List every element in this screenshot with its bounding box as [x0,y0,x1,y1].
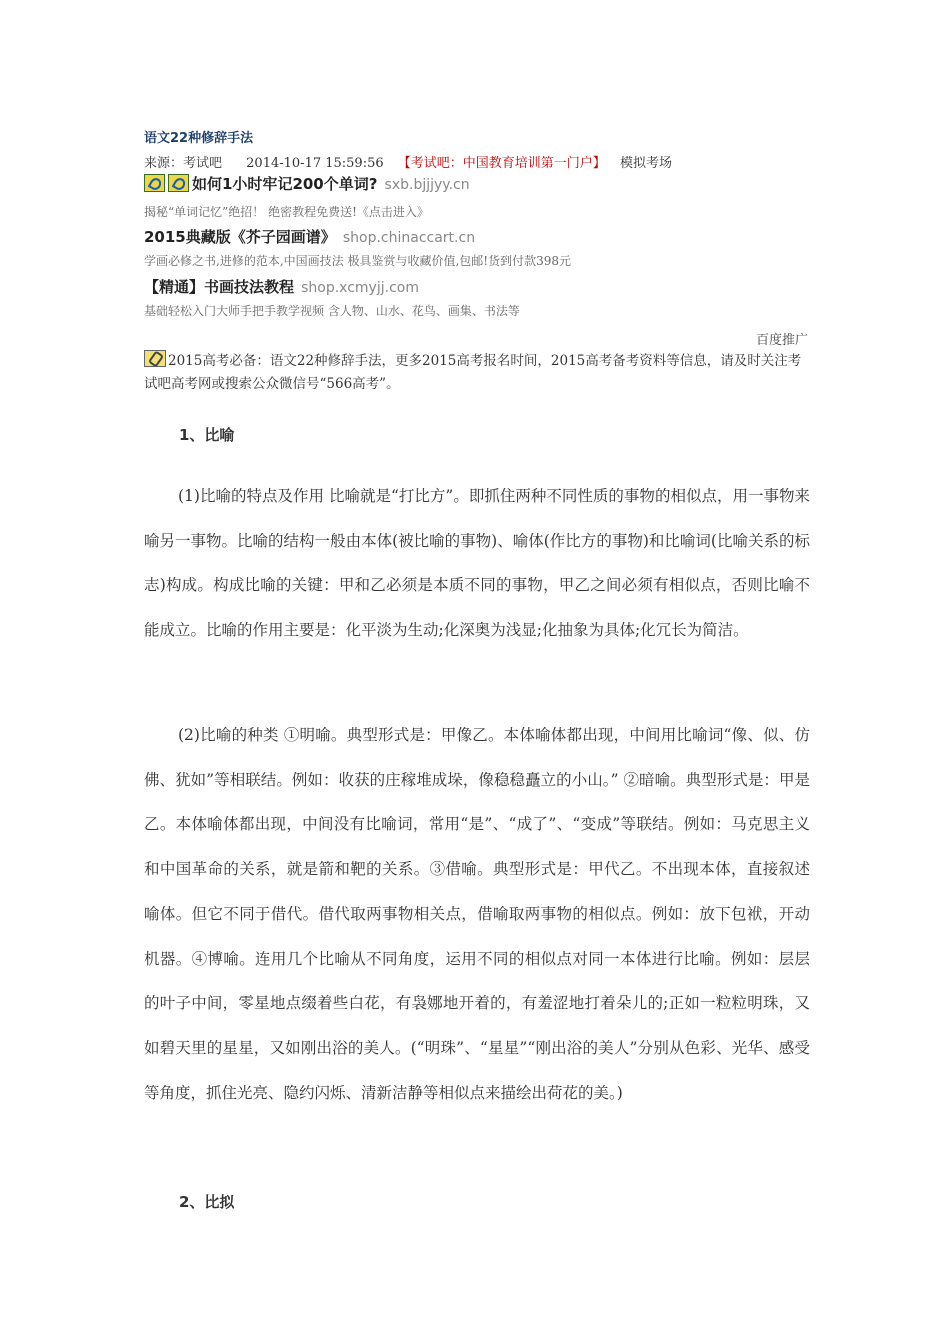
ad-url[interactable]: shop.chinaccart.cn [342,230,476,246]
baidu-promo-label[interactable]: 百度推广 [755,333,808,348]
paragraph: (1)比喻的特点及作用 比喻就是“打比方”。即抓住两种不同性质的事物的相似点，用一事物来喻另一事物。比喻的结构一般由本体(被比喻的事物)、喻体(作比方的事物)和比喻词(比喻关系的标志)构成。构成比喻的关键：甲和乙必须是本质不同的事物，甲乙之间必须有相似点，否则比喻不能成立。比喻的作用主要是：化平淡为生动;化深奥为浅显;化抽象为具体;化冗长为简洁。 [144,487,810,640]
article-title: 语文22种修辞手法 [144,131,254,146]
ad-item-2[interactable] [144,226,475,247]
speaker-icon [168,174,189,192]
ad-url[interactable]: sxb.bjjjyy.cn [384,177,470,193]
section-heading: 1、比喻 [179,426,235,444]
ad-url[interactable]: shop.xcmyjj.com [301,280,419,296]
ad-title[interactable]: 2015典藏版《芥子园画谱》 [144,228,336,246]
pencil-icon [144,350,166,367]
section-heading: 2、比拟 [179,1193,235,1211]
ad-title[interactable]: 如何1小时牢记200个单词? [192,175,378,193]
source-label: 来源：考试吧 [144,156,223,171]
exam-note [144,350,809,396]
ad-item-3[interactable] [144,276,419,297]
ad-title[interactable]: 【精通】书画技法教程 [144,278,295,296]
ad-item-1[interactable] [144,173,470,194]
ad-description: 基础轻松入门大师手把手教学视频 含人物、山水、花鸟、画集、书法等 [144,304,520,318]
ad-description: 揭秘“单词记忆”绝招！ 绝密教程免费送!《点击进入》 [144,205,429,219]
note-text: 2015高考必备：语文22种修辞手法，更多2015高考报名时间，2015高考备考资料等信息，请及时关注考试吧高考网或搜索公众微信号“566高考”。 [144,353,802,392]
speaker-icon [144,174,165,192]
paragraph: (2)比喻的种类 ①明喻。典型形式是：甲像乙。本体喻体都出现，中间用比喻词“像、似、仿佛、犹如”等相联结。例如：收获的庄稼堆成垛，像稳稳矗立的小山。” ②暗喻。典型形式是：甲是乙。本体喻体都出现，中间没有比喻词，常用“是”、“成了”、“变成”等联结。例如：马克思主义和中国革命的关系，就是箭和靶的关系。③借喻。典型形式是：甲代乙。不出现本体，直接叙述喻体。但它不同于借代。借代取两事物相关点，借喻取两事物的相似点。例如：放下包袱，开动机器。④博喻。连用几个比喻从不同角度，运用不同的相似点对同一本体进行比喻。例如：层层的叶子中间，零星地点缀着些白花，有袅娜地开着的，有羞涩地打着朵儿的;正如一粒粒明珠，又如碧天里的星星，又如刚出浴的美人。(“明珠”、“星星”“刚出浴的美人”分别从色彩、光华、感受等角度，抓住光亮、隐约闪烁、清新洁静等相似点来描绘出荷花的美。) [144,726,810,1102]
portal-link[interactable]: 【考试吧：中国教育培训第一门户】 [397,156,606,171]
ad-description: 学画必修之书,进修的范本,中国画技法 极具鉴赏与收藏价值,包邮!货到付款398元 [144,254,571,268]
exam-link[interactable]: 模拟考场 [619,156,672,171]
article-meta [144,152,672,171]
publish-datetime: 2014-10-17 15:59:56 [246,156,384,171]
